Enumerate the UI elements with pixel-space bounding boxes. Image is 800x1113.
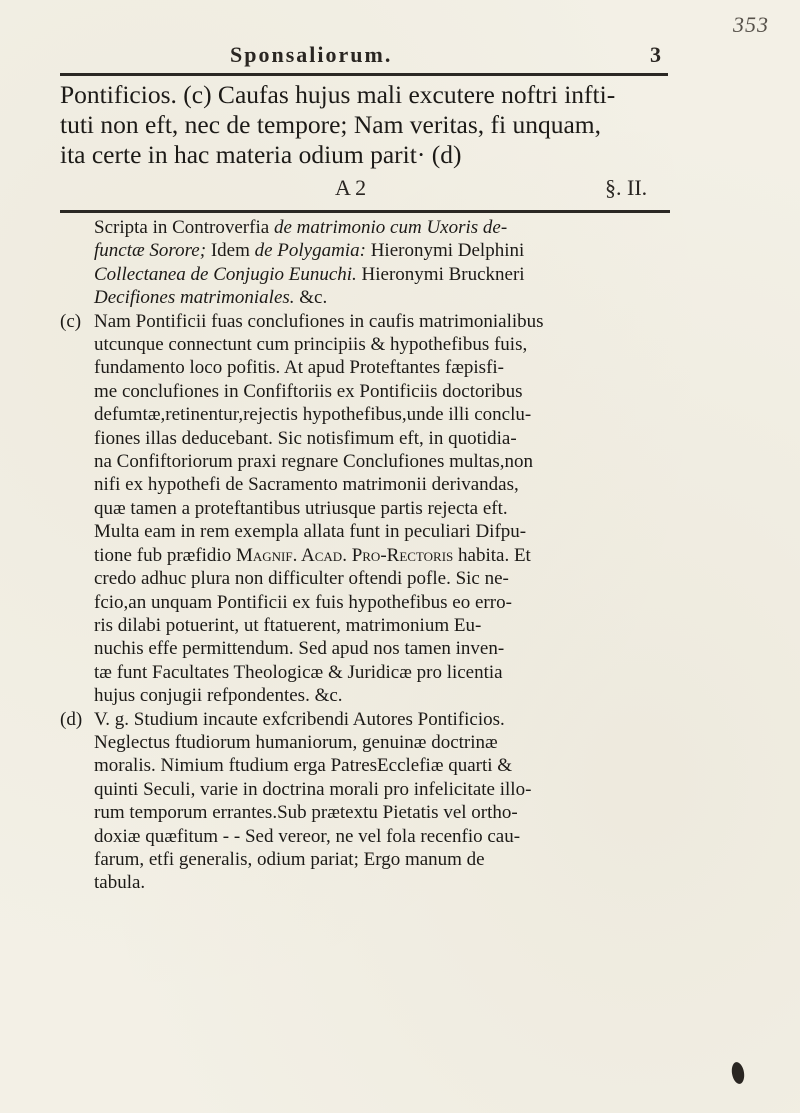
signature-mark: 3 bbox=[650, 42, 661, 67]
note-d-line: moralis. Nimium ftudium erga PatresEcclefiæ quarti & bbox=[94, 755, 513, 777]
note-c-line bbox=[60, 310, 710, 333]
note-intro-line bbox=[60, 263, 710, 286]
note-text: V. g. Studium incaute exfcribendi Autores Pontificios. bbox=[94, 708, 505, 730]
note-d-marker: (d) bbox=[60, 708, 83, 730]
note-text: Nam Pontificii fuas conclufiones in caufis matrimonialibus bbox=[94, 310, 544, 332]
note-c-line: defumtæ,retinentur,rejectis hypothefibus,unde illi conclu- bbox=[94, 404, 532, 426]
note-italic-text: de matrimonio cum Uxoris de- bbox=[273, 217, 508, 238]
ink-blot bbox=[730, 1061, 746, 1085]
note-c-line: nifi ex hypothefi de Sacramento matrimonii derivandas, bbox=[94, 474, 519, 496]
gathering-signature: A 2 bbox=[335, 175, 367, 200]
note-text: habita. Et bbox=[453, 544, 531, 566]
note-text: tione fub præfidio bbox=[94, 544, 236, 566]
note-d-line: Neglectus ftudiorum humaniorum, genuinæ doctrinæ bbox=[94, 731, 498, 753]
note-d-line: rum temporum errantes.Sub prætextu Pietatis vel ortho- bbox=[94, 802, 518, 824]
note-c-line: credo adhuc plura non difficulter oftendi pofle. Sic ne- bbox=[94, 568, 509, 590]
note-c-line: na Confiftoriorum praxi regnare Conclufiones multas,non bbox=[94, 451, 534, 473]
note-text: Hieronymi Bruckneri bbox=[356, 263, 525, 285]
main-line: ita certe in hac materia odium parit· (d) bbox=[60, 140, 462, 169]
note-c-line bbox=[60, 544, 710, 567]
note-c-line: fundamento loco pofitis. At apud Proteftantes fæpisfi- bbox=[94, 357, 505, 379]
note-d-line: doxiæ quæfitum - - Sed vereor, ne vel fola recenfio cau- bbox=[94, 825, 521, 847]
note-c-line: ris dilabi potuerint, ut ftatuerent, matrimonium Eu- bbox=[94, 614, 482, 636]
note-c-line: tæ funt Facultates Theologicæ & Juridicæ pro licentia bbox=[94, 661, 503, 683]
note-text: Scripta in Controverfia bbox=[94, 217, 274, 238]
note-intro-line bbox=[60, 286, 710, 309]
note-c-marker: (c) bbox=[60, 310, 82, 332]
footnote-rule bbox=[60, 210, 670, 213]
note-italic-text: Decifiones matrimoniales. bbox=[94, 287, 295, 309]
note-text: Hieronymi Delphini bbox=[365, 240, 525, 262]
note-d-line: quinti Seculi, varie in doctrina morali pro infelicitate illo- bbox=[94, 778, 532, 800]
note-d-line bbox=[60, 708, 710, 731]
note-italic-text: Collectanea de Conjugio Eunuchi. bbox=[94, 263, 357, 285]
note-c-line: utcunque connectunt cum principiis & hypothefibus fuis, bbox=[94, 334, 528, 356]
note-smallcaps-text: Magnif. Acad. Pro-Rectoris bbox=[235, 544, 454, 566]
note-intro-line bbox=[60, 216, 710, 239]
note-text: &c. bbox=[294, 287, 328, 309]
footnotes bbox=[60, 216, 710, 895]
note-c-line: Multa eam in rem exempla allata funt in peculiari Difpu- bbox=[94, 521, 527, 543]
running-head: Sponsaliorum. bbox=[230, 42, 393, 67]
note-c-line: nuchis effe permittendum. Sed apud nos tamen inven- bbox=[94, 638, 505, 660]
note-text: Idem bbox=[210, 240, 255, 262]
main-line: Pontificios. (c) Caufas hujus mali excutere noftri infti- bbox=[60, 80, 616, 109]
note-d-line: farum, etfi generalis, odium pariat; Ergo manum de bbox=[94, 848, 485, 870]
note-c-line: quæ tamen a proteftantibus utriusque partis rejecta eft. bbox=[94, 497, 508, 519]
main-line: tuti non eft, nec de tempore; Nam veritas, fi unquam, bbox=[60, 110, 602, 139]
main-text bbox=[60, 80, 700, 170]
note-intro-line bbox=[60, 239, 710, 262]
note-c-line: hujus conjugii refpondentes. &c. bbox=[94, 685, 343, 707]
note-italic-text: functæ Sorore; bbox=[94, 240, 211, 262]
folio-number: 353 bbox=[733, 12, 769, 37]
section-catchword: §. II. bbox=[605, 175, 648, 200]
note-d-line: tabula. bbox=[94, 872, 146, 894]
header-rule bbox=[60, 73, 668, 76]
note-c-line: fcio,an unquam Pontificii ex fuis hypothefibus eo erro- bbox=[94, 591, 512, 613]
note-italic-text: de Polygamia: bbox=[254, 240, 366, 262]
note-c-line: fiones illas deducebant. Sic notisfimum eft, in quotidia- bbox=[94, 427, 517, 449]
note-c-line: me conclufiones in Confiftoriis ex Pontificiis doctoribus bbox=[94, 380, 523, 402]
